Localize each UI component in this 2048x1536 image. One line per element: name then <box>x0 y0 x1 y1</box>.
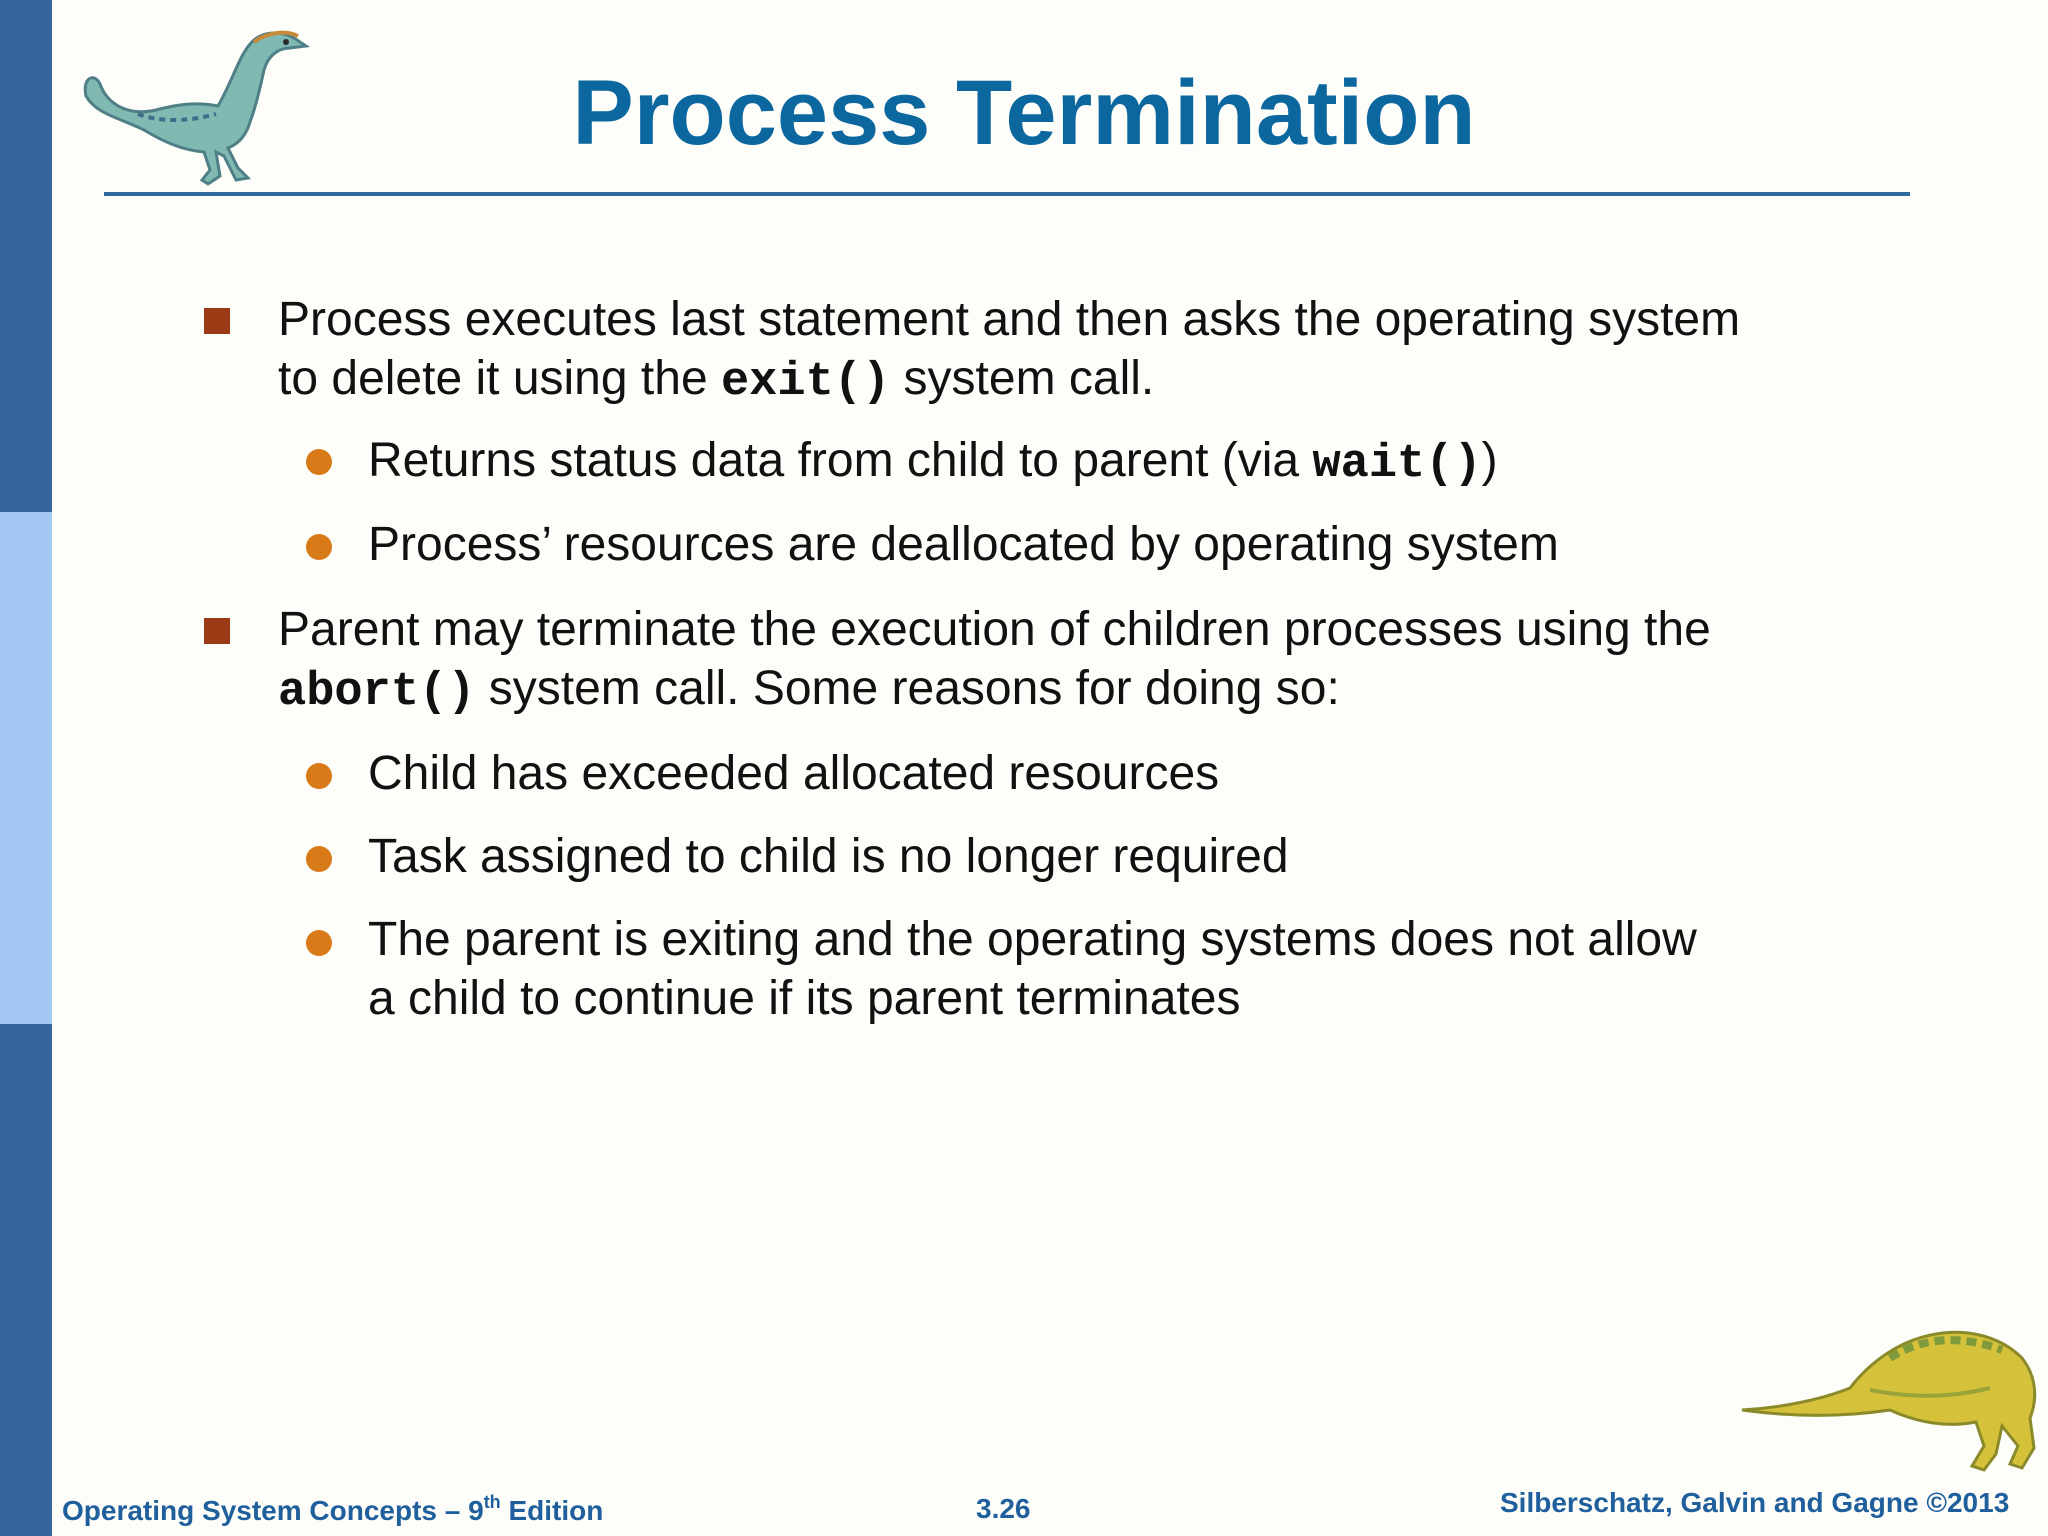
bullet-2-sub-3 <box>368 910 1698 1028</box>
sidebar-segment-bottom <box>0 1024 52 1536</box>
round-bullet-icon <box>306 763 332 789</box>
round-bullet-icon <box>306 930 332 956</box>
square-bullet-icon <box>204 618 230 644</box>
round-bullet-icon <box>306 534 332 560</box>
title-underline <box>104 192 1910 196</box>
bullet-2-sub-2-text: Task assigned to child is no longer required <box>368 830 1289 883</box>
bullet-1-text-post: system call. <box>890 352 1155 405</box>
footer-book-title-post: Edition <box>500 1495 604 1526</box>
sidebar-segment-middle <box>0 512 52 1024</box>
bullet-1-sub-1-code: wait() <box>1312 438 1482 491</box>
bullet-2-text-post: system call. Some reasons for doing so: <box>475 662 1340 715</box>
square-bullet-icon <box>204 308 230 334</box>
bullet-1 <box>278 290 1778 412</box>
bullet-2-sub-3-text: The parent is exiting and the operating systems does not allow a child to continue if its parent terminates <box>368 913 1697 1025</box>
round-bullet-icon <box>306 846 332 872</box>
bullet-2-text-pre: Parent may terminate the execution of children processes using the <box>278 603 1711 656</box>
footer-slide-number: 3.26 <box>976 1493 1031 1524</box>
round-bullet-icon <box>306 449 332 475</box>
slide-title: Process Termination <box>572 62 1476 164</box>
bullet-1-sub-2 <box>368 515 1768 574</box>
footer-book-title-pre: Operating System Concepts – 9 <box>62 1495 484 1526</box>
bullet-1-sub-2-text: Process’ resources are deallocated by operating system <box>368 518 1559 571</box>
bullet-1-sub-1-text-pre: Returns status data from child to parent (via <box>368 434 1313 487</box>
bullet-1-code: exit() <box>720 356 891 409</box>
bullet-1-sub-1 <box>368 431 1768 494</box>
sidebar-stripe <box>0 0 52 1536</box>
bullet-2-code: abort() <box>278 666 476 719</box>
footer-authors: Silberschatz, Galvin and Gagne ©2013 <box>1500 1487 2010 1518</box>
bullet-2-sub-1-text: Child has exceeded allocated resources <box>368 747 1220 800</box>
dinosaur-logo-bottom <box>1740 1318 2040 1476</box>
footer-book-title <box>62 1494 603 1528</box>
bullet-1-text-pre: Process executes last statement and then asks the operating system to delete it using the <box>278 293 1741 405</box>
bullet-1-sub-1-text-post: ) <box>1481 434 1498 487</box>
footer-book-title-sup: th <box>483 1492 501 1512</box>
bullet-2 <box>278 600 1778 722</box>
bullet-2-sub-2 <box>368 827 1768 886</box>
bullet-2-sub-1 <box>368 744 1768 803</box>
